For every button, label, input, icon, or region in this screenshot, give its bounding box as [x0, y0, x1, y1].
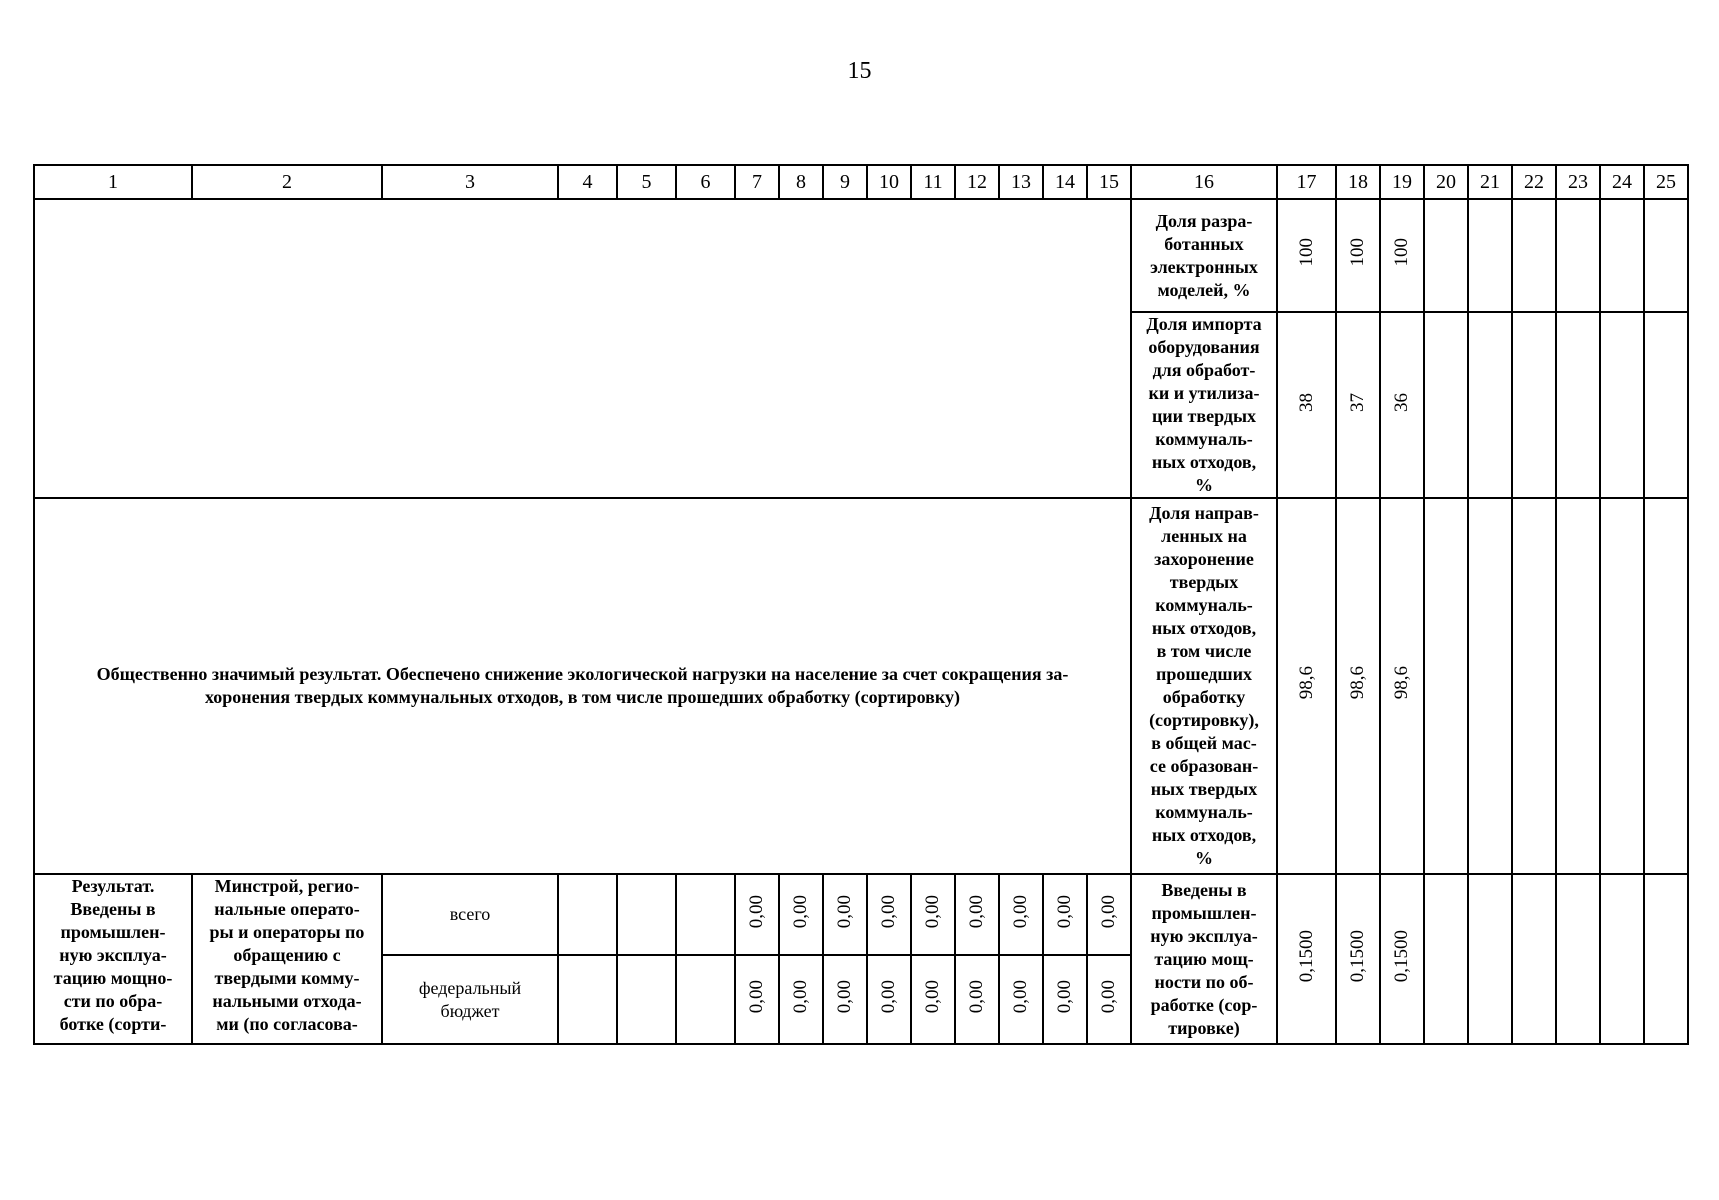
funding-value: 0,00: [735, 955, 779, 1044]
indicator-value: 100: [1277, 199, 1336, 312]
funding-value: 0,00: [867, 874, 911, 955]
table-row: [34, 498, 1688, 874]
indicator-name: Доля разра- ботанных электронных моделей, %: [1131, 199, 1277, 312]
funding-value: 0,00: [1087, 874, 1131, 955]
column-number: 11: [911, 165, 955, 199]
indicator-value: 36: [1380, 312, 1424, 498]
funding-value: 0,00: [735, 874, 779, 955]
funding-value: 0,00: [867, 955, 911, 1044]
column-number: 14: [1043, 165, 1087, 199]
empty-merged-cell: [34, 199, 1131, 498]
indicator-value: 0,1500: [1336, 874, 1380, 1044]
column-number: 15: [1087, 165, 1131, 199]
column-number: 13: [999, 165, 1043, 199]
funding-value: 0,00: [779, 874, 823, 955]
column-number: 8: [779, 165, 823, 199]
column-number: 3: [382, 165, 558, 199]
indicator-value: 100: [1336, 199, 1380, 312]
column-number: 22: [1512, 165, 1556, 199]
result-name: Результат. Введены в промышлен- ную эксплуа- тацию мощно- сти по обра- ботке (сорти-: [34, 874, 192, 1044]
indicator-value: 38: [1277, 312, 1336, 498]
funding-value: 0,00: [1087, 955, 1131, 1044]
funding-value: 0,00: [911, 955, 955, 1044]
column-number: 19: [1380, 165, 1424, 199]
column-number: 2: [192, 165, 382, 199]
indicator-value: 0,1500: [1380, 874, 1424, 1044]
funding-value: 0,00: [911, 874, 955, 955]
indicator-value: 0,1500: [1277, 874, 1336, 1044]
indicator-value: 98,6: [1380, 498, 1424, 874]
indicator-value: 98,6: [1277, 498, 1336, 874]
table-row: [34, 199, 1688, 312]
indicator-name: Доля импорта оборудования для обработ- ки и утилиза- ции твердых коммуналь- ных отходов, %: [1131, 312, 1277, 498]
column-number: 23: [1556, 165, 1600, 199]
column-number: 17: [1277, 165, 1336, 199]
funding-value: 0,00: [999, 955, 1043, 1044]
column-number: 21: [1468, 165, 1512, 199]
funding-value: 0,00: [823, 874, 867, 955]
column-number: 20: [1424, 165, 1468, 199]
column-number: 18: [1336, 165, 1380, 199]
funding-value: 0,00: [1043, 955, 1087, 1044]
funding-value: 0,00: [823, 955, 867, 1044]
indicator-value: 98,6: [1336, 498, 1380, 874]
indicator-name: Введены в промышлен- ную эксплуа- тацию мощ- ности по об- работке (сор- тировке): [1131, 874, 1277, 1044]
column-number-row: [34, 165, 1688, 199]
public-result-cell: Общественно значимый результат. Обеспечено снижение экологической нагрузки на население за счет сокращения за- хоронения твердых коммунальных отходов, в том числе прошедших обработку (сортировку): [34, 498, 1131, 874]
funding-value: 0,00: [999, 874, 1043, 955]
funding-value: 0,00: [1043, 874, 1087, 955]
column-number: 24: [1600, 165, 1644, 199]
indicator-name: Доля направ- ленных на захоронение твердых коммуналь- ных отходов, в том числе прошедших обработку (сортировку), в общей мас- се образован- ных твердых коммуналь- ных отходов, %: [1131, 498, 1277, 874]
column-number: 10: [867, 165, 911, 199]
indicator-value: 100: [1380, 199, 1424, 312]
table-row: [34, 874, 1688, 955]
funding-value: 0,00: [955, 874, 999, 955]
funding-value: 0,00: [779, 955, 823, 1044]
funding-source: всего: [382, 874, 558, 955]
page-number: 15: [847, 58, 872, 84]
column-number: 4: [558, 165, 617, 199]
funding-value: 0,00: [955, 955, 999, 1044]
program-table: [33, 164, 1689, 1045]
column-number: 7: [735, 165, 779, 199]
indicator-value: 37: [1336, 312, 1380, 498]
column-number: 16: [1131, 165, 1277, 199]
column-number: 6: [676, 165, 735, 199]
column-number: 9: [823, 165, 867, 199]
column-number: 1: [34, 165, 192, 199]
column-number: 12: [955, 165, 999, 199]
responsible-executor: Минстрой, регио- нальные операто- ры и операторы по обращению с твердыми комму- нальными отхода- ми (по согласова-: [192, 874, 382, 1044]
funding-source: федеральный бюджет: [382, 955, 558, 1044]
column-number: 25: [1644, 165, 1688, 199]
column-number: 5: [617, 165, 676, 199]
